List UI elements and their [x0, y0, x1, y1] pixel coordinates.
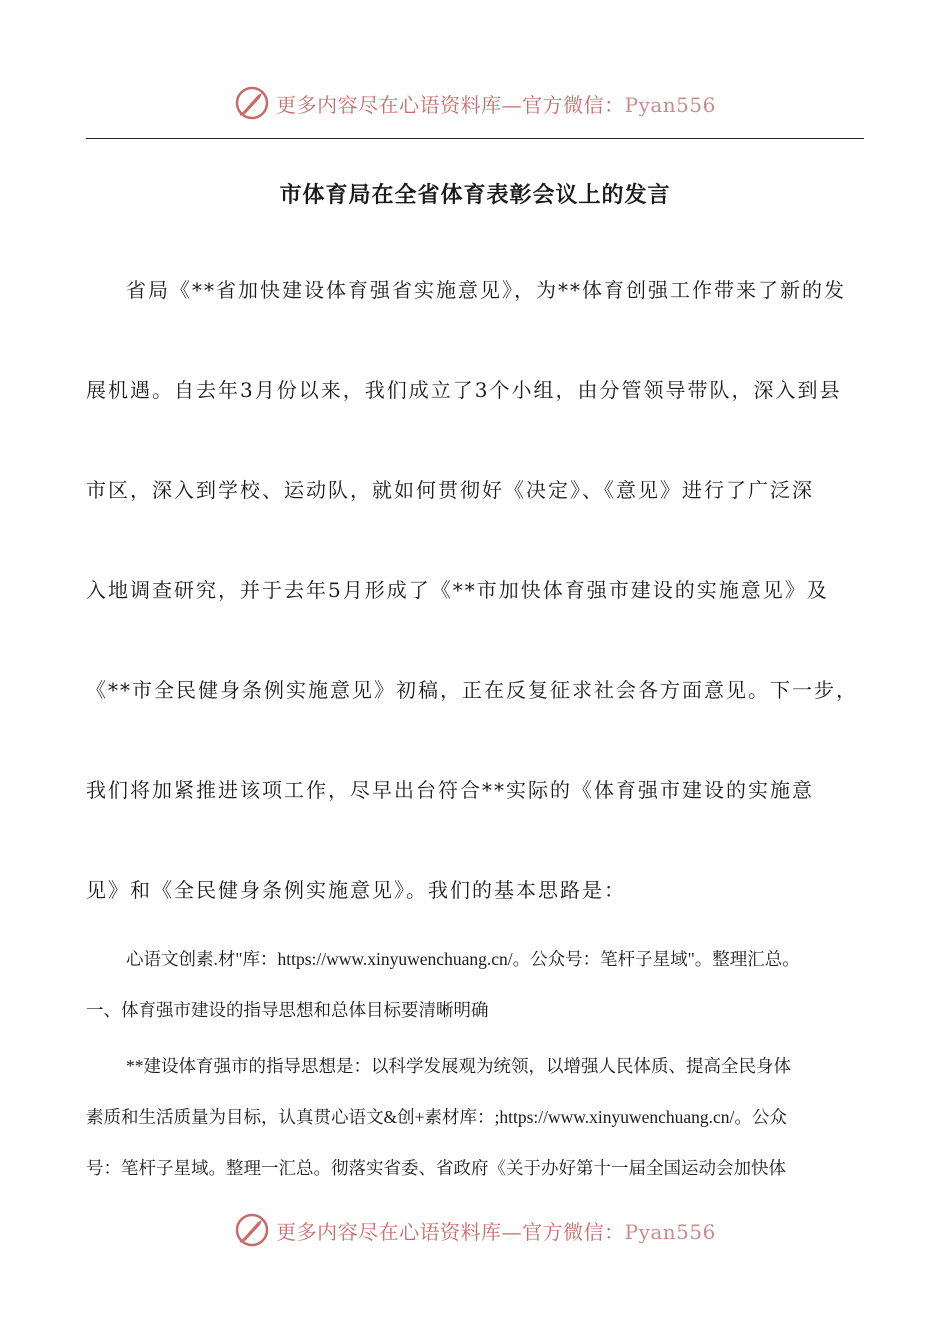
header-banner	[0, 81, 950, 125]
banner-slogan: 更多内容尽在心语资料库—官方微信：	[276, 92, 625, 117]
footer-banner	[0, 1208, 950, 1252]
banner-wechat-id: Pyan556	[624, 1219, 716, 1244]
para1-line-3: 市区，深入到学校、运动队，就如何贯彻好《决定》、《意见》进行了广泛深	[86, 478, 814, 502]
header-divider	[86, 138, 864, 139]
para1-line-2: 展机遇。自去年3月份以来，我们成立了3个小组，由分管领导带队，深入到县	[86, 378, 842, 402]
para1-line-4: 入地调查研究，并于去年5月形成了《**市加快体育强市建设的实施意见》及	[86, 578, 829, 602]
para1-line-7: 见》和《全民健身条例实施意见》。我们的基本思路是：	[86, 878, 626, 902]
quill-pen-logo-icon	[234, 85, 270, 121]
para1-line-1: 省局《**省加快建设体育强省实施意见》，为**体育创强工作带来了新的发	[126, 278, 846, 302]
watermark-line: 心语文创素.材"库：https://www.xinyuwenchuang.cn/。公众号：笔杆子星域"。整理汇总。	[126, 949, 800, 969]
para1-line-5: 《**市全民健身条例实施意见》初稿，正在反复征求社会各方面意见。下一步，	[86, 678, 858, 702]
section-heading-1: 一、体育强市建设的指导思想和总体目标要清晰明确	[86, 1000, 489, 1020]
page-title: 市体育局在全省体育表彰会议上的发言	[279, 182, 671, 208]
para1-line-6: 我们将加紧推进该项工作，尽早出台符合**实际的《体育强市建设的实施意	[86, 778, 814, 802]
banner-text	[276, 1216, 716, 1245]
para2-line-1: **建设体育强市的指导思想是：以科学发展观为统领，以增强人民体质、提高全民身体	[126, 1056, 791, 1076]
para2-line-3: 号：笔杆子星域。整理一汇总。彻落实省委、省政府《关于办好第十一届全国运动会加快体	[86, 1158, 786, 1178]
banner-wechat-id: Pyan556	[624, 92, 716, 117]
banner-text	[276, 89, 716, 118]
quill-pen-logo-icon	[234, 1212, 270, 1248]
banner-slogan: 更多内容尽在心语资料库—官方微信：	[276, 1219, 625, 1244]
para2-line-2: 素质和生活质量为目标，认真贯心语文&创+素材库：;https://www.xinyuwenchuang.cn/。公众	[86, 1107, 787, 1127]
